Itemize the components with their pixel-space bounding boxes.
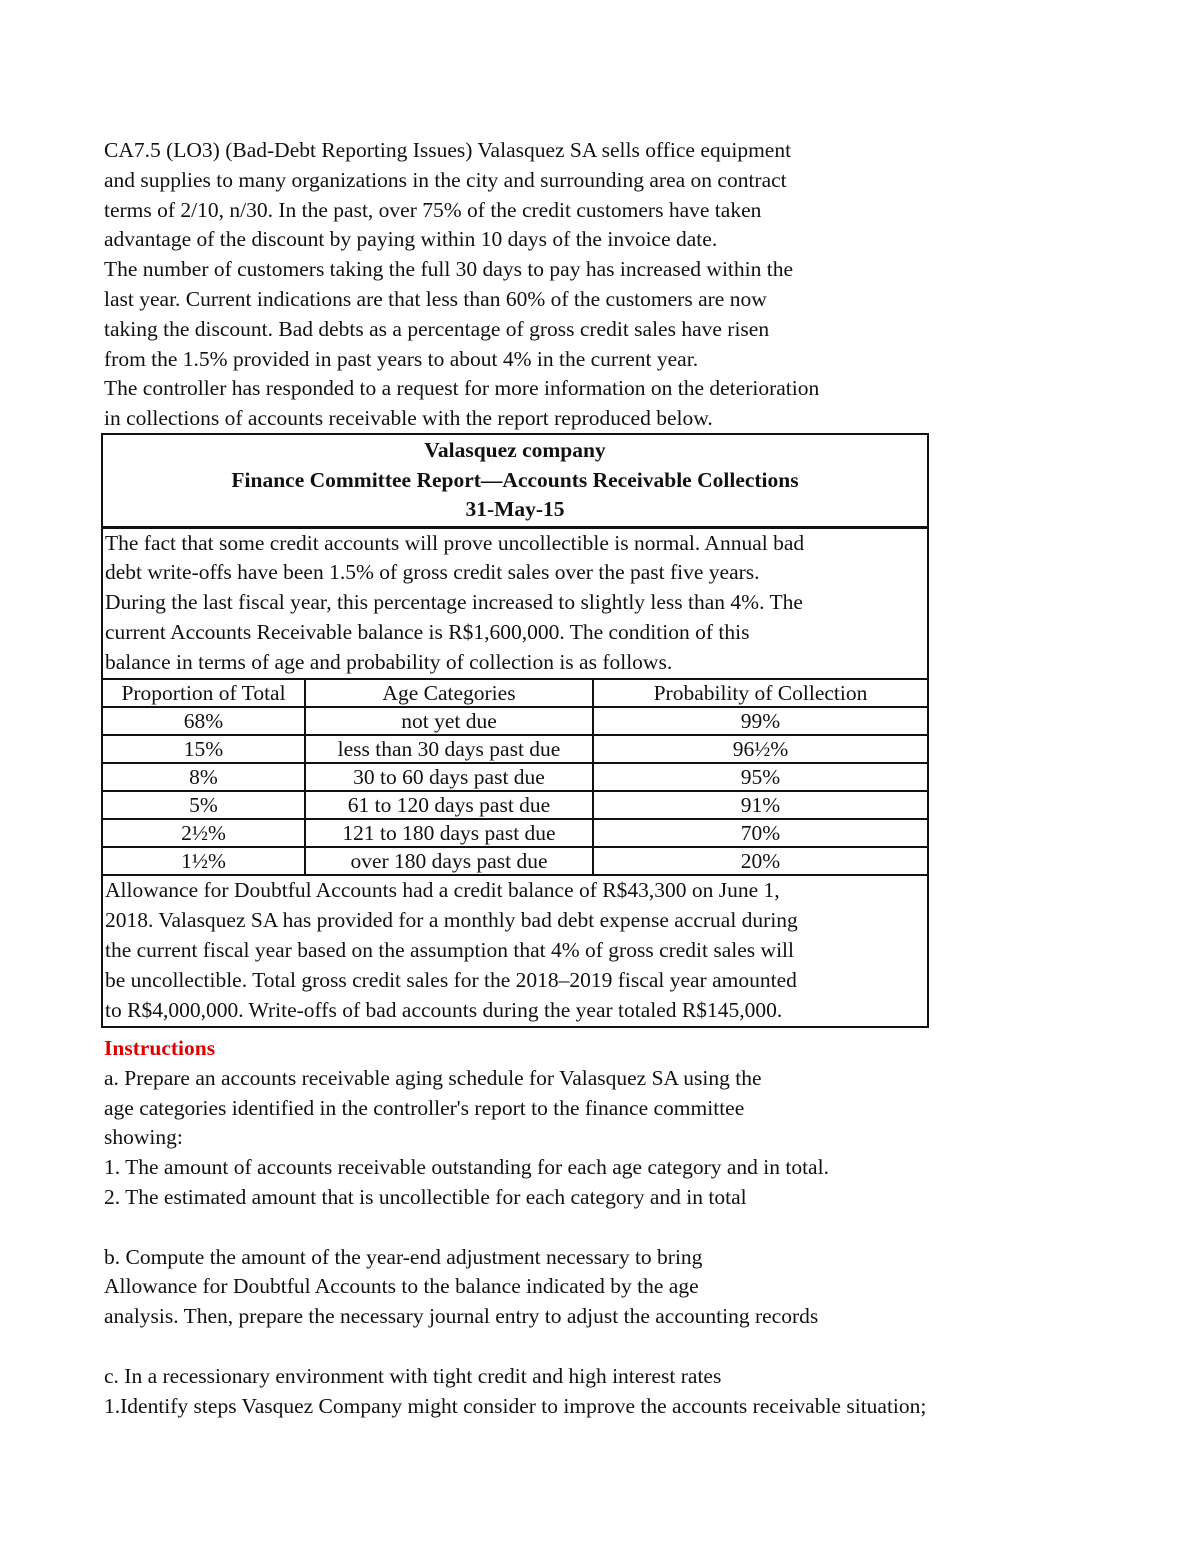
cell-age-category: 121 to 180 days past due <box>305 819 593 847</box>
intro-line: and supplies to many organizations in the city and surrounding area on contract <box>104 167 787 192</box>
cell-proportion: 15% <box>103 735 305 763</box>
cell-probability: 95% <box>593 763 927 791</box>
instruction-a-line: showing: <box>104 1125 183 1150</box>
cell-age-category: over 180 days past due <box>305 847 593 874</box>
problem-statement <box>104 136 984 434</box>
report-line: balance in terms of age and probability of collection is as follows. <box>105 650 673 675</box>
cell-age-category: 30 to 60 days past due <box>305 763 593 791</box>
cell-proportion: 5% <box>103 791 305 819</box>
instruction-a-line: 2. The estimated amount that is uncollectible for each category and in total <box>104 1184 747 1209</box>
intro-line: The number of customers taking the full 30 days to pay has increased within the <box>104 257 794 282</box>
instruction-b-line: Allowance for Doubtful Accounts to the balance indicated by the age <box>104 1274 699 1299</box>
cell-proportion: 1½% <box>103 847 305 874</box>
table-row <box>103 847 927 874</box>
report-paragraph-allowance <box>103 874 927 1026</box>
cell-probability: 70% <box>593 819 927 847</box>
aging-table <box>103 680 927 874</box>
table-header-row <box>103 680 927 707</box>
report-paragraph-intro <box>103 529 927 681</box>
cell-probability: 96½% <box>593 735 927 763</box>
table-row <box>103 819 927 847</box>
cell-proportion: 8% <box>103 763 305 791</box>
report-line: debt write-offs have been 1.5% of gross credit sales over the past five years. <box>105 560 760 585</box>
intro-line: in collections of accounts receivable with the report reproduced below. <box>104 406 713 431</box>
instruction-a-line: age categories identified in the controller's report to the finance committee <box>104 1095 745 1120</box>
spacer <box>104 1213 1004 1243</box>
instructions-heading: Instructions <box>104 1036 216 1060</box>
intro-line: from the 1.5% provided in past years to about 4% in the current year. <box>104 346 699 371</box>
report-line: current Accounts Receivable balance is R$1,600,000. The condition of this <box>105 620 750 645</box>
report-line: The fact that some credit accounts will prove uncollectible is normal. Annual bad <box>105 530 805 555</box>
instruction-a-line: a. Prepare an accounts receivable aging schedule for Valasquez SA using the <box>104 1065 762 1090</box>
cell-proportion: 68% <box>103 707 305 735</box>
report-line: 2018. Valasquez SA has provided for a monthly bad debt expense accrual during <box>105 907 798 932</box>
table-row <box>103 791 927 819</box>
report-line: During the last fiscal year, this percentage increased to slightly less than 4%. The <box>105 590 803 615</box>
report-company: Valasquez company <box>424 438 606 462</box>
cell-probability: 91% <box>593 791 927 819</box>
intro-line: taking the discount. Bad debts as a percentage of gross credit sales have risen <box>104 316 770 341</box>
table-row <box>103 707 927 735</box>
instructions-section <box>104 1034 1004 1421</box>
header-age-categories: Age Categories <box>305 680 593 707</box>
table-row <box>103 763 927 791</box>
report-line: to R$4,000,000. Write-offs of bad accounts during the year totaled R$145,000. <box>105 997 783 1022</box>
instruction-b-line: b. Compute the amount of the year-end adjustment necessary to bring <box>104 1244 703 1269</box>
intro-line: last year. Current indications are that less than 60% of the customers are now <box>104 286 767 311</box>
instruction-c-line: c. In a recessionary environment with tight credit and high interest rates <box>104 1363 722 1388</box>
cell-age-category: less than 30 days past due <box>305 735 593 763</box>
intro-line: advantage of the discount by paying within 10 days of the invoice date. <box>104 227 718 252</box>
intro-line: CA7.5 (LO3) (Bad-Debt Reporting Issues) Valasquez SA sells office equipment <box>104 138 792 162</box>
cell-probability: 99% <box>593 707 927 735</box>
instruction-c-line: 1.Identify steps Vasquez Company might consider to improve the accounts receivable situation; <box>104 1393 927 1418</box>
table-row <box>103 735 927 763</box>
cell-age-category: 61 to 120 days past due <box>305 791 593 819</box>
intro-line: The controller has responded to a request for more information on the deterioration <box>104 376 820 401</box>
intro-line: terms of 2/10, n/30. In the past, over 75% of the credit customers have taken <box>104 197 762 222</box>
spacer <box>104 1332 1004 1362</box>
cell-probability: 20% <box>593 847 927 874</box>
report-line: Allowance for Doubtful Accounts had a credit balance of R$43,300 on June 1, <box>105 878 780 903</box>
report-date: 31-May-15 <box>465 497 565 521</box>
instruction-a-line: 1. The amount of accounts receivable outstanding for each age category and in total. <box>104 1155 829 1180</box>
cell-proportion: 2½% <box>103 819 305 847</box>
header-probability: Probability of Collection <box>593 680 927 707</box>
finance-committee-report <box>101 433 929 1028</box>
report-header <box>103 435 927 529</box>
report-line: be uncollectible. Total gross credit sales for the 2018–2019 fiscal year amounted <box>105 967 797 992</box>
report-title: Finance Committee Report—Accounts Receivable Collections <box>231 467 799 492</box>
instruction-b-line: analysis. Then, prepare the necessary journal entry to adjust the accounting records <box>104 1304 819 1329</box>
cell-age-category: not yet due <box>305 707 593 735</box>
report-line: the current fiscal year based on the assumption that 4% of gross credit sales will <box>105 937 794 962</box>
header-proportion: Proportion of Total <box>103 680 305 707</box>
